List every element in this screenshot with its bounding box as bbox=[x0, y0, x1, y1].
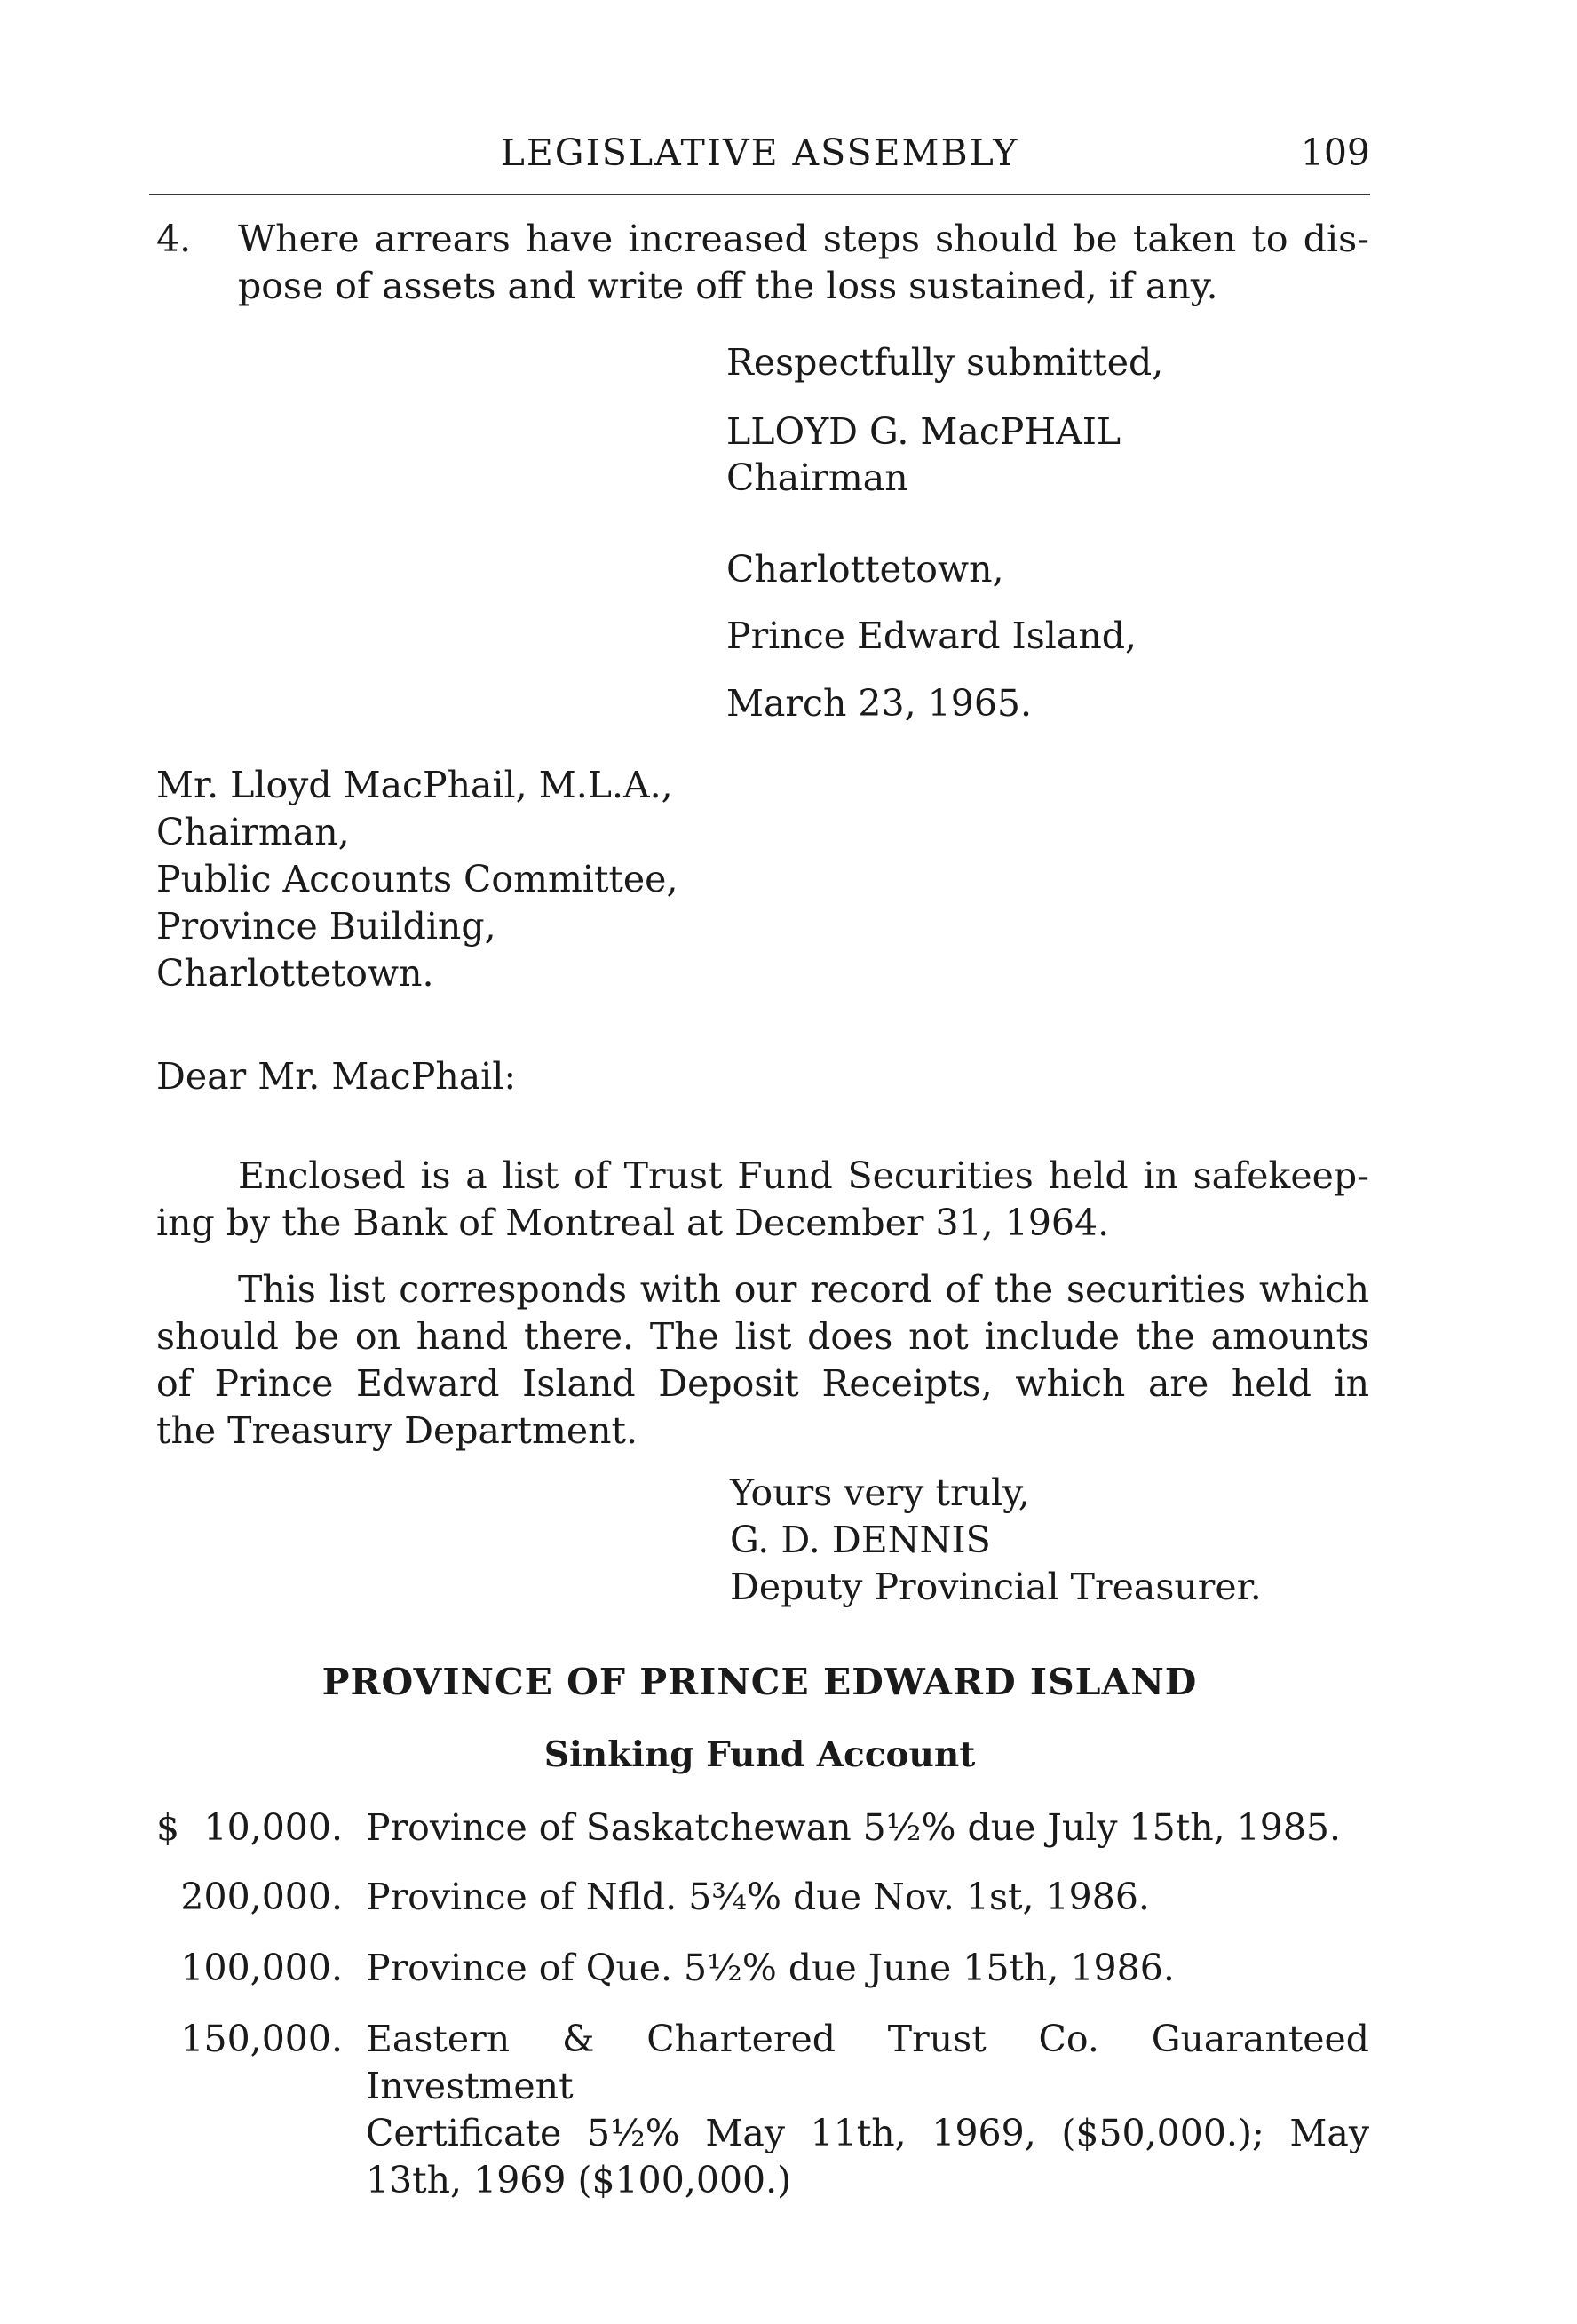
description-line: Certificate 5½% May 11th, 1969, ($50,000.); May bbox=[366, 2112, 1369, 2154]
signature-closing: Yours very truly, bbox=[730, 1471, 1030, 1514]
fund-item bbox=[156, 1804, 1369, 1852]
paragraph-line: ing by the Bank of Montreal at December 31, 1964. bbox=[156, 1202, 1110, 1244]
fund-item bbox=[156, 2016, 1369, 2204]
running-title: LEGISLATIVE ASSEMBLY bbox=[500, 131, 1019, 174]
paragraph-line: the Treasury Department. bbox=[156, 1409, 638, 1452]
address-line: Mr. Lloyd MacPhail, M.L.A., bbox=[156, 764, 673, 806]
paragraph-enclosed-list bbox=[156, 1153, 1369, 1247]
salutation: Dear Mr. MacPhail: bbox=[156, 1055, 517, 1098]
signature-closing: Respectfully submitted, bbox=[726, 341, 1164, 384]
fund-amount: 200,000. bbox=[180, 1876, 343, 1918]
fund-amount: 150,000. bbox=[180, 2018, 343, 2060]
address-line: Province Building, bbox=[156, 905, 496, 948]
recipient-address bbox=[156, 762, 678, 997]
section-heading: PROVINCE OF PRINCE EDWARD ISLAND bbox=[321, 1661, 1198, 1703]
fund-description bbox=[366, 1945, 1369, 1992]
page-header bbox=[149, 130, 1370, 174]
item-number: 4. bbox=[156, 218, 192, 260]
amount-value: 10,000. bbox=[203, 1806, 343, 1849]
paragraph-line: This list corresponds with our record of the securities which bbox=[238, 1268, 1369, 1311]
description-line: Province of Nfld. 5¾% due Nov. 1st, 1986. bbox=[366, 1876, 1150, 1918]
item-line-1: Where arrears have increased steps should be taken to dis- bbox=[238, 218, 1369, 260]
currency-symbol: $ bbox=[156, 1806, 180, 1849]
description-line: Province of Que. 5½% due June 15th, 1986. bbox=[366, 1947, 1175, 1989]
description-line: 13th, 1969 ($100,000.) bbox=[366, 2159, 792, 2201]
signature-place-province: Prince Edward Island, bbox=[726, 615, 1137, 657]
paragraph-line: Enclosed is a list of Trust Fund Securities held in safekeep- bbox=[238, 1154, 1369, 1197]
fund-description bbox=[366, 2016, 1369, 2204]
signature-place-city: Charlottetown, bbox=[726, 548, 1004, 591]
fund-amount: 100,000. bbox=[180, 1947, 343, 1989]
paragraph-line: of Prince Edward Island Deposit Receipts, which are held in bbox=[156, 1362, 1369, 1405]
header-rule bbox=[149, 194, 1370, 195]
address-line: Charlottetown. bbox=[156, 952, 434, 995]
signature-name: LLOYD G. MacPHAIL bbox=[726, 410, 1121, 453]
fund-item bbox=[156, 1945, 1369, 1992]
signature-title: Deputy Provincial Treasurer. bbox=[730, 1566, 1262, 1608]
page-number: 109 bbox=[1300, 131, 1370, 174]
description-line: Eastern & Chartered Trust Co. Guaranteed Investment bbox=[366, 2018, 1369, 2107]
item-line-2: pose of assets and write off the loss sustained, if any. bbox=[238, 265, 1218, 307]
address-line: Public Accounts Committee, bbox=[156, 858, 678, 900]
signature-title: Chairman bbox=[726, 456, 908, 499]
fund-description bbox=[366, 1874, 1369, 1921]
signature-name: G. D. DENNIS bbox=[730, 1519, 991, 1561]
description-line: Province of Saskatchewan 5½% due July 15th, 1985. bbox=[366, 1806, 1342, 1849]
section-subheading: Sinking Fund Account bbox=[543, 1734, 976, 1775]
address-line: Chairman, bbox=[156, 811, 350, 853]
signature-block-2 bbox=[730, 1470, 1262, 1611]
fund-description bbox=[366, 1804, 1369, 1852]
paragraph-list-corresponds bbox=[156, 1266, 1369, 1455]
fund-amount bbox=[156, 1804, 343, 1852]
signature-date: March 23, 1965. bbox=[726, 682, 1033, 725]
recommendation-item-4 bbox=[156, 216, 1369, 310]
fund-item bbox=[156, 1874, 1369, 1921]
paragraph-line: should be on hand there. The list does not include the amounts bbox=[156, 1315, 1369, 1358]
